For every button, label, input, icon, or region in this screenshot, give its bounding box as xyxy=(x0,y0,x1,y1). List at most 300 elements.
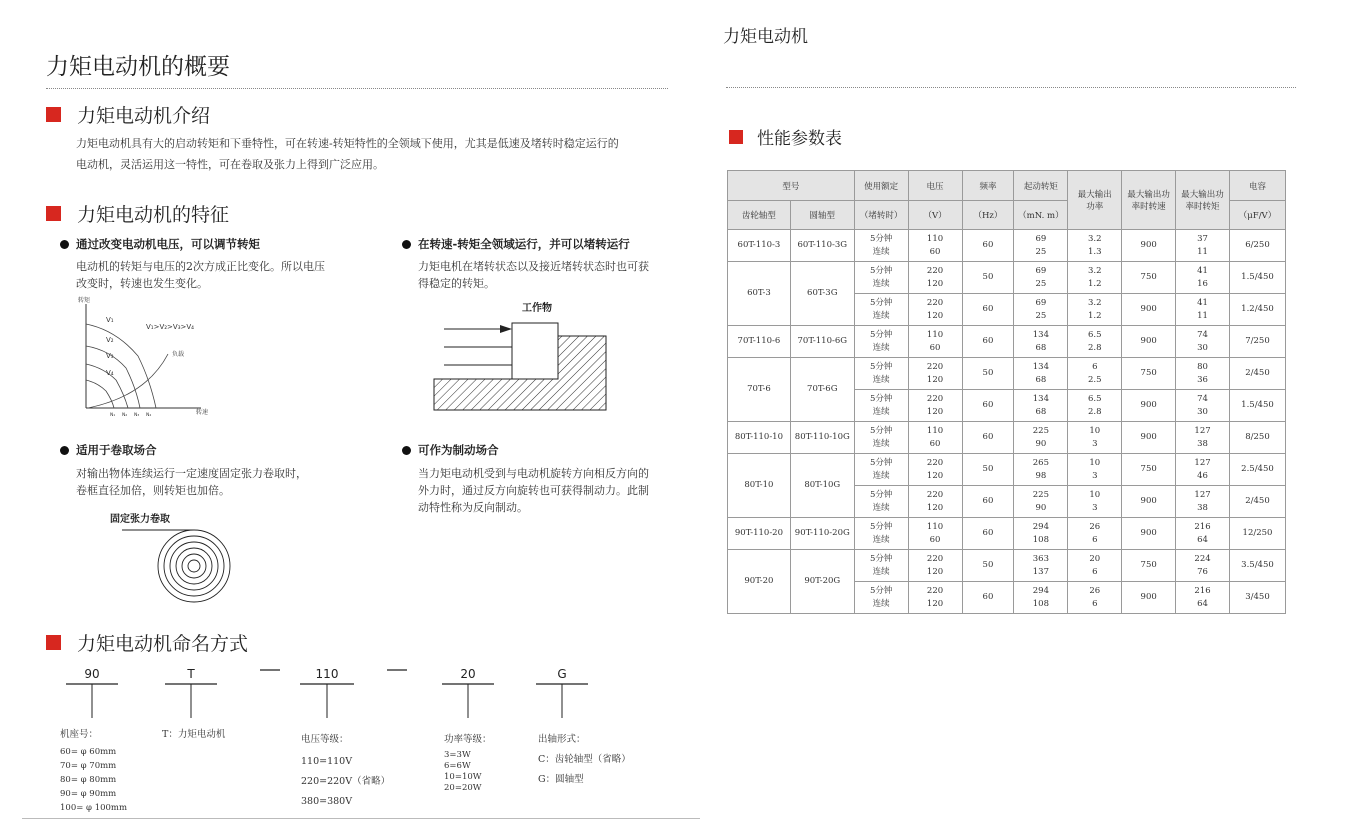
cell-maxtorque-line-1: 41 xyxy=(1197,265,1208,276)
feature-4-line-3: 动特性称为反向制动。 xyxy=(418,501,528,514)
cell-speed: 750 xyxy=(1122,358,1176,390)
cell-voltage xyxy=(908,262,962,294)
cell-duty-line-2: 连续 xyxy=(872,598,890,609)
cell-duty-line-1: 5分钟 xyxy=(869,585,893,596)
bullet-icon xyxy=(402,446,411,455)
cell-torque-line-1: 294 xyxy=(1032,521,1049,532)
cell-maxtorque-line-1: 80 xyxy=(1197,361,1208,372)
naming-type-label: T：力矩电动机 xyxy=(162,729,226,740)
feature-4-line-2: 外力时，通过反方向旋转也可获得制动力。此制 xyxy=(418,484,649,497)
code-power: 20 xyxy=(460,667,476,681)
chart-n1: N₁ xyxy=(110,413,116,418)
features-heading xyxy=(46,200,229,227)
cell-torque-line-1: 134 xyxy=(1032,393,1049,404)
naming-seat-item: 70= φ 70mm xyxy=(60,761,117,771)
cell-speed: 900 xyxy=(1122,230,1176,262)
cell-torque-line-2: 68 xyxy=(1035,406,1047,417)
cell-maxtorque-line-2: 16 xyxy=(1197,278,1208,289)
naming-shaft-item: G：圆轴型 xyxy=(538,774,584,785)
reel-ring-4 xyxy=(176,548,212,584)
header-speed: 最大输出功率时转速 xyxy=(1122,171,1176,230)
cell-round-model: 70T-110-6G xyxy=(790,326,854,358)
left-title-divider xyxy=(46,88,668,89)
naming-shaft-item: C：齿轮轴型（省略） xyxy=(538,754,631,765)
feature-2-title xyxy=(402,236,630,252)
cell-duty-line-1: 5分钟 xyxy=(869,233,893,244)
cell-voltage-line-1: 110 xyxy=(926,521,944,532)
naming-seat-item: 80= φ 80mm xyxy=(60,775,117,785)
feature-1-line-1: 电动机的转矩与电压的2次方成正比变化。所以电压 xyxy=(76,260,325,273)
cell-speed: 900 xyxy=(1122,518,1176,550)
cell-maxtorque-line-2: 38 xyxy=(1197,438,1208,449)
naming-voltage-item: 380=380V xyxy=(301,796,353,807)
naming-heading-text: 力矩电动机命名方式 xyxy=(77,633,249,655)
cell-power-line-2: 1.2 xyxy=(1088,278,1102,289)
naming-seat-item: 60= φ 60mm xyxy=(60,747,117,757)
cell-duty xyxy=(854,454,908,486)
table-row xyxy=(728,230,1286,262)
cell-torque-line-2: 68 xyxy=(1035,342,1047,353)
header-freq: 频率 xyxy=(962,171,1014,201)
cell-speed: 900 xyxy=(1122,582,1176,614)
code-shaft: G xyxy=(557,667,567,681)
feature-3-line-1: 对输出物体连续运行一定速度固定张力卷取时， xyxy=(76,467,307,480)
cell-cap: 12/250 xyxy=(1229,518,1285,550)
table-row xyxy=(728,550,1286,582)
cell-voltage-line-2: 120 xyxy=(926,310,944,321)
cell-power-line-2: 2.8 xyxy=(1088,342,1102,353)
cell-freq: 50 xyxy=(962,262,1014,294)
table-heading-text: 性能参数表 xyxy=(757,129,842,149)
chart-relation: V₁>V₂>V₃>V₄ xyxy=(146,323,194,331)
cell-maxtorque-line-1: 127 xyxy=(1194,425,1211,436)
cell-round-model: 90T-20G xyxy=(790,550,854,614)
torque-speed-chart xyxy=(76,296,226,421)
cell-freq: 60 xyxy=(962,582,1014,614)
red-square-icon xyxy=(46,107,61,122)
cell-torque xyxy=(1014,358,1068,390)
cell-voltage-line-2: 120 xyxy=(926,406,944,417)
feature-1-title-text: 通过改变电动机电压，可以调节转矩 xyxy=(76,237,260,251)
cell-maxtorque xyxy=(1176,262,1230,294)
cell-torque-line-2: 25 xyxy=(1035,310,1047,321)
cell-torque xyxy=(1014,486,1068,518)
reel-ring-5 xyxy=(182,554,206,578)
cell-maxtorque xyxy=(1176,390,1230,422)
cell-maxtorque-line-2: 30 xyxy=(1197,342,1208,353)
header-model: 型号 xyxy=(728,171,855,201)
cell-freq: 50 xyxy=(962,358,1014,390)
cell-power-line-1: 3.2 xyxy=(1088,265,1102,276)
cell-freq: 60 xyxy=(962,326,1014,358)
code-type: T xyxy=(187,667,195,681)
header-round: 圆轴型 xyxy=(790,201,854,230)
chart-n2: N₂ xyxy=(122,413,128,418)
right-page-title: 力矩电动机 xyxy=(723,27,808,47)
cell-power xyxy=(1068,582,1122,614)
cell-maxtorque-line-2: 76 xyxy=(1197,566,1208,577)
header-voltage-unit: （V） xyxy=(908,201,962,230)
cell-maxtorque xyxy=(1176,582,1230,614)
cell-speed: 750 xyxy=(1122,262,1176,294)
cell-voltage-line-1: 110 xyxy=(926,233,944,244)
cell-power-line-1: 26 xyxy=(1089,585,1101,596)
cell-torque-line-2: 68 xyxy=(1035,374,1047,385)
header-cap: 电容 xyxy=(1229,171,1285,201)
intro-heading-text: 力矩电动机介绍 xyxy=(77,105,211,127)
cell-voltage-line-1: 220 xyxy=(926,265,944,276)
cell-power xyxy=(1068,294,1122,326)
cell-torque-line-1: 294 xyxy=(1032,585,1049,596)
cell-power-line-2: 3 xyxy=(1092,470,1098,481)
intro-line-2: 电动机，灵活运用这一特性，可在卷取及张力上得到广泛应用。 xyxy=(76,158,384,171)
chart-n3: N₃ xyxy=(134,413,140,418)
cell-maxtorque xyxy=(1176,326,1230,358)
cell-duty-line-2: 连续 xyxy=(872,534,890,545)
reel-diagram xyxy=(110,508,260,603)
cell-voltage xyxy=(908,582,962,614)
cell-freq: 50 xyxy=(962,454,1014,486)
cell-voltage xyxy=(908,550,962,582)
feature-2-text xyxy=(418,258,649,292)
cell-cap: 1.5/450 xyxy=(1229,262,1285,294)
reel-label: 固定张力卷取 xyxy=(110,514,170,525)
cell-voltage xyxy=(908,390,962,422)
cell-speed: 900 xyxy=(1122,294,1176,326)
cell-power-line-1: 6 xyxy=(1092,361,1098,372)
cell-power-line-2: 3 xyxy=(1092,438,1098,449)
cell-maxtorque xyxy=(1176,294,1230,326)
cell-power-line-1: 6.5 xyxy=(1088,393,1102,404)
cell-duty xyxy=(854,486,908,518)
naming-seat xyxy=(60,726,127,815)
cell-power-line-2: 3 xyxy=(1092,502,1098,513)
feature-3-title-text: 适用于卷取场合 xyxy=(76,443,157,457)
cell-power-line-2: 6 xyxy=(1092,566,1098,577)
cell-duty-line-1: 5分钟 xyxy=(869,457,893,468)
cell-duty-line-1: 5分钟 xyxy=(869,393,893,404)
cell-maxtorque-line-2: 46 xyxy=(1197,470,1208,481)
cell-duty-line-1: 5分钟 xyxy=(869,553,893,564)
naming-power xyxy=(444,731,492,794)
cell-power xyxy=(1068,326,1122,358)
cell-maxtorque-line-2: 38 xyxy=(1197,502,1208,513)
table-row xyxy=(728,262,1286,294)
bullet-icon xyxy=(60,446,69,455)
cell-cap: 7/250 xyxy=(1229,326,1285,358)
header-freq-unit: （Hz） xyxy=(962,201,1014,230)
cell-freq: 60 xyxy=(962,294,1014,326)
feature-4-title-text: 可作为制动场合 xyxy=(418,443,499,457)
reel-ring-1 xyxy=(158,530,230,602)
cell-power xyxy=(1068,486,1122,518)
chart-n4: N₄ xyxy=(146,413,152,418)
chart-load-label: 负载 xyxy=(172,351,185,358)
cell-maxtorque xyxy=(1176,550,1230,582)
cell-duty-line-2: 连续 xyxy=(872,470,890,481)
cell-power xyxy=(1068,518,1122,550)
cell-duty xyxy=(854,262,908,294)
cell-duty-line-2: 连续 xyxy=(872,566,890,577)
naming-power-item: 20=20W xyxy=(444,783,482,793)
cell-voltage xyxy=(908,326,962,358)
feature-2-line-2: 得稳定的转矩。 xyxy=(418,277,495,290)
cell-voltage-line-1: 220 xyxy=(926,457,944,468)
cell-cap: 1.5/450 xyxy=(1229,390,1285,422)
header-maxtorque: 最大输出功率时转矩 xyxy=(1176,171,1230,230)
workpiece-block-cover xyxy=(512,323,558,379)
cell-voltage xyxy=(908,230,962,262)
stall-diagram xyxy=(430,298,610,413)
cell-cap: 6/250 xyxy=(1229,230,1285,262)
load-curve xyxy=(88,354,168,408)
naming-shaft-label: 出轴形式： xyxy=(538,734,586,745)
naming-voltage-item: 110=110V xyxy=(301,756,353,767)
cell-duty xyxy=(854,518,908,550)
cell-round-model: 80T-110-10G xyxy=(790,422,854,454)
header-rated-sub: （堵转时） xyxy=(854,201,908,230)
cell-voltage xyxy=(908,518,962,550)
chart-label-v2: V₂ xyxy=(106,336,114,344)
cell-duty xyxy=(854,326,908,358)
left-page-title: 力矩电动机的概要 xyxy=(46,54,230,80)
reel-ring-3 xyxy=(170,542,218,590)
cell-freq: 60 xyxy=(962,422,1014,454)
cell-gear-model: 70T-6 xyxy=(728,358,791,422)
cell-duty-line-1: 5分钟 xyxy=(869,425,893,436)
cell-gear-model: 90T-110-20 xyxy=(728,518,791,550)
cell-voltage-line-1: 110 xyxy=(926,329,944,340)
naming-power-item: 3=3W xyxy=(444,750,471,760)
right-title-divider xyxy=(726,87,1296,88)
code-voltage: 110 xyxy=(315,667,339,681)
features-heading-text: 力矩电动机的特征 xyxy=(77,204,230,226)
cell-torque xyxy=(1014,262,1068,294)
chart-label-v1: V₁ xyxy=(106,316,114,324)
cell-voltage xyxy=(908,454,962,486)
chart-label-v3: V₃ xyxy=(106,352,114,360)
curve-v4 xyxy=(86,380,114,408)
cell-duty xyxy=(854,422,908,454)
cell-voltage-line-1: 220 xyxy=(926,489,944,500)
cell-torque-line-2: 90 xyxy=(1035,502,1047,513)
cell-duty xyxy=(854,230,908,262)
cell-torque xyxy=(1014,518,1068,550)
cell-power-line-2: 6 xyxy=(1092,598,1098,609)
table-row xyxy=(728,518,1286,550)
cell-duty-line-2: 连续 xyxy=(872,438,890,449)
cell-power-line-2: 2.5 xyxy=(1088,374,1102,385)
cell-torque-line-2: 98 xyxy=(1035,470,1047,481)
feature-4-line-1: 当力矩电动机受到与电动机旋转方向相反方向的 xyxy=(418,467,649,480)
naming-voltage xyxy=(301,731,390,812)
cell-power xyxy=(1068,454,1122,486)
cell-torque xyxy=(1014,326,1068,358)
cell-duty-line-2: 连续 xyxy=(872,342,890,353)
cell-maxtorque-line-2: 11 xyxy=(1197,310,1208,321)
cell-maxtorque-line-1: 41 xyxy=(1197,297,1208,308)
cell-duty-line-1: 5分钟 xyxy=(869,265,893,276)
table-body xyxy=(728,230,1286,614)
cell-power xyxy=(1068,262,1122,294)
cell-freq: 50 xyxy=(962,550,1014,582)
table-row xyxy=(728,454,1286,486)
left-bottom-rule xyxy=(22,818,700,819)
cell-torque-line-1: 225 xyxy=(1032,425,1049,436)
force-arrowhead xyxy=(500,325,512,333)
cell-maxtorque-line-1: 127 xyxy=(1194,457,1211,468)
cell-voltage xyxy=(908,294,962,326)
cell-gear-model: 60T-3 xyxy=(728,262,791,326)
cell-maxtorque-line-2: 36 xyxy=(1197,374,1208,385)
cell-round-model: 60T-3G xyxy=(790,262,854,326)
cell-torque-line-1: 134 xyxy=(1032,361,1049,372)
table-row xyxy=(728,358,1286,390)
cell-power xyxy=(1068,390,1122,422)
header-voltage: 电压 xyxy=(908,171,962,201)
table-row xyxy=(728,326,1286,358)
cell-power-line-1: 10 xyxy=(1089,425,1101,436)
table-row xyxy=(728,422,1286,454)
red-square-icon xyxy=(46,635,61,650)
cell-round-model: 80T-10G xyxy=(790,454,854,518)
cell-power-line-1: 20 xyxy=(1089,553,1101,564)
cell-maxtorque-line-1: 127 xyxy=(1194,489,1211,500)
feature-4-title xyxy=(402,442,499,458)
cell-maxtorque-line-1: 224 xyxy=(1194,553,1211,564)
cell-power-line-2: 6 xyxy=(1092,534,1098,545)
reel-ring-2 xyxy=(164,536,224,596)
cell-duty-line-2: 连续 xyxy=(872,246,890,257)
cell-duty-line-2: 连续 xyxy=(872,310,890,321)
cell-gear-model: 80T-10 xyxy=(728,454,791,518)
header-gear: 齿轮轴型 xyxy=(728,201,791,230)
cell-maxtorque-line-2: 64 xyxy=(1197,534,1208,545)
cell-duty-line-1: 5分钟 xyxy=(869,297,893,308)
feature-2-title-text: 在转速-转矩全领域运行，并可以堵转运行 xyxy=(418,237,630,251)
naming-seat-label: 机座号： xyxy=(60,729,99,740)
cell-duty-line-2: 连续 xyxy=(872,502,890,513)
naming-power-item: 6=6W xyxy=(444,761,471,771)
cell-maxtorque-line-2: 64 xyxy=(1197,598,1208,609)
table-heading xyxy=(729,124,842,149)
cell-maxtorque xyxy=(1176,486,1230,518)
cell-torque-line-2: 108 xyxy=(1032,534,1049,545)
cell-cap: 1.2/450 xyxy=(1229,294,1285,326)
cell-torque xyxy=(1014,582,1068,614)
cell-voltage-line-1: 220 xyxy=(926,585,944,596)
cell-torque-line-2: 137 xyxy=(1032,566,1049,577)
header-cap-unit: （μF/V） xyxy=(1229,201,1285,230)
cell-gear-model: 90T-20 xyxy=(728,550,791,614)
cell-power-line-1: 26 xyxy=(1089,521,1101,532)
cell-voltage-line-1: 110 xyxy=(926,425,944,436)
cell-torque xyxy=(1014,230,1068,262)
cell-maxtorque xyxy=(1176,422,1230,454)
feature-4-text xyxy=(418,465,649,516)
cell-maxtorque-line-1: 74 xyxy=(1197,393,1208,404)
workpiece-label: 工作物 xyxy=(522,303,552,314)
feature-1-title xyxy=(60,236,260,252)
cell-maxtorque xyxy=(1176,230,1230,262)
cell-power-line-2: 1.3 xyxy=(1088,246,1102,257)
bullet-icon xyxy=(60,240,69,249)
cell-torque xyxy=(1014,294,1068,326)
cell-torque-line-1: 225 xyxy=(1032,489,1049,500)
code-seat: 90 xyxy=(84,667,100,681)
cell-torque xyxy=(1014,550,1068,582)
cell-voltage-line-2: 60 xyxy=(929,438,941,449)
bullet-icon xyxy=(402,240,411,249)
cell-maxtorque-line-1: 216 xyxy=(1194,585,1211,596)
performance-table xyxy=(727,170,1286,614)
chart-xlabel: 转速 xyxy=(196,409,209,416)
cell-torque-line-2: 108 xyxy=(1032,598,1049,609)
header-power: 最大输出功率 xyxy=(1068,171,1122,230)
cell-speed: 900 xyxy=(1122,486,1176,518)
cell-freq: 60 xyxy=(962,390,1014,422)
cell-power-line-1: 3.2 xyxy=(1088,297,1102,308)
header-rated: 使用额定 xyxy=(854,171,908,201)
chart-ylabel: 转矩 xyxy=(78,297,91,304)
cell-torque xyxy=(1014,422,1068,454)
naming-heading xyxy=(46,629,248,656)
cell-cap: 2.5/450 xyxy=(1229,454,1285,486)
cell-maxtorque xyxy=(1176,358,1230,390)
cell-voltage xyxy=(908,358,962,390)
cell-duty xyxy=(854,582,908,614)
reel-ring-6 xyxy=(188,560,200,572)
cell-voltage-line-1: 220 xyxy=(926,393,944,404)
cell-torque xyxy=(1014,390,1068,422)
cell-duty-line-2: 连续 xyxy=(872,406,890,417)
cell-power-line-1: 10 xyxy=(1089,489,1101,500)
cell-maxtorque xyxy=(1176,518,1230,550)
cell-freq: 60 xyxy=(962,486,1014,518)
cell-duty-line-1: 5分钟 xyxy=(869,329,893,340)
cell-duty xyxy=(854,550,908,582)
cell-power-line-1: 3.2 xyxy=(1088,233,1102,244)
cell-torque-line-1: 69 xyxy=(1035,233,1047,244)
cell-round-model: 70T-6G xyxy=(790,358,854,422)
cell-torque-line-1: 69 xyxy=(1035,297,1047,308)
cell-torque-line-1: 69 xyxy=(1035,265,1047,276)
cell-torque-line-1: 134 xyxy=(1032,329,1049,340)
feature-2-line-1: 力矩电机在堵转状态以及接近堵转状态时也可获 xyxy=(418,260,649,273)
cell-power xyxy=(1068,358,1122,390)
cell-voltage-line-2: 120 xyxy=(926,374,944,385)
cell-gear-model: 60T-110-3 xyxy=(728,230,791,262)
naming-diagram xyxy=(60,662,620,722)
cell-power-line-2: 1.2 xyxy=(1088,310,1102,321)
feature-1-line-2: 改变时，转速也发生变化。 xyxy=(76,277,208,290)
cell-voltage-line-1: 220 xyxy=(926,297,944,308)
naming-seat-item: 100= φ 100mm xyxy=(60,803,128,813)
intro-heading xyxy=(46,101,210,128)
feature-3-title xyxy=(60,442,157,458)
cell-round-model: 60T-110-3G xyxy=(790,230,854,262)
cell-duty-line-2: 连续 xyxy=(872,278,890,289)
header-torque: 起动转矩 xyxy=(1014,171,1068,201)
cell-speed: 900 xyxy=(1122,422,1176,454)
cell-power-line-2: 2.8 xyxy=(1088,406,1102,417)
cell-voltage-line-2: 60 xyxy=(929,246,941,257)
cell-duty-line-2: 连续 xyxy=(872,374,890,385)
cell-voltage-line-1: 220 xyxy=(926,553,944,564)
cell-maxtorque-line-1: 37 xyxy=(1197,233,1208,244)
cell-cap: 3/450 xyxy=(1229,582,1285,614)
cell-maxtorque-line-1: 74 xyxy=(1197,329,1208,340)
